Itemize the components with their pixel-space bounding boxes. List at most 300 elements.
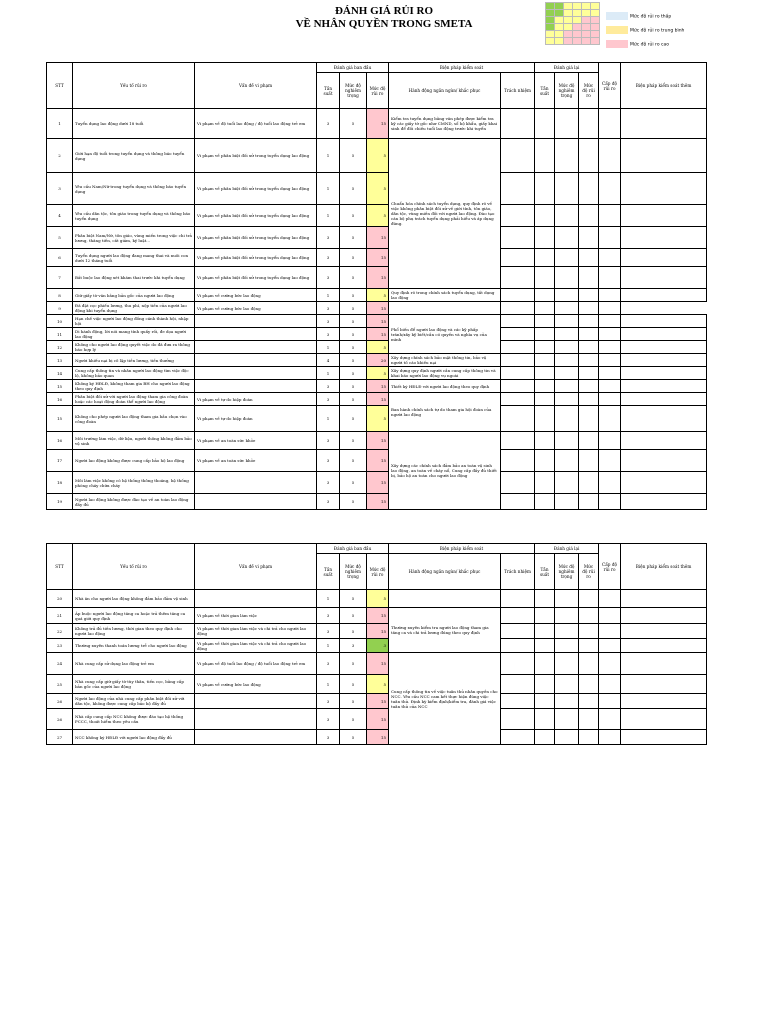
row-stt: 11: [47, 328, 73, 341]
row-violation: Vi phạm về phân biệt đối xử trong tuyển dụng lao động: [195, 173, 317, 205]
row-violation: [195, 730, 317, 745]
table-row: [47, 249, 707, 267]
row-risk-level-after: [579, 139, 599, 173]
row-risk-level-after: [579, 289, 599, 302]
row-risk-level-after: [579, 341, 599, 354]
row-violation: Vi phạm về độ tuổi lao động / độ tuổi lao động trẻ em: [195, 109, 317, 139]
row-responsibility: [501, 205, 535, 227]
header-extra-controls: Biện pháp kiểm soát thêm: [621, 63, 707, 109]
row-risk-level-2: [599, 289, 621, 302]
row-risk-level-2: [599, 432, 621, 450]
row-severity: 5: [340, 367, 367, 380]
row-risk-level-2: [599, 109, 621, 139]
row-extra-controls: [621, 590, 707, 608]
row-responsibility: [501, 227, 535, 249]
row-frequency-2: [535, 173, 555, 205]
row-frequency: 1: [317, 406, 340, 432]
table-row: [47, 315, 707, 328]
row-stt: 26: [47, 694, 73, 709]
row-severity: 5: [340, 472, 367, 494]
row-stt: 19: [47, 494, 73, 510]
row-frequency-2: [535, 590, 555, 608]
row-stt: 22: [47, 624, 73, 639]
row-frequency-2: [535, 675, 555, 694]
row-risk-level-after: [579, 315, 599, 328]
row-frequency-2: [535, 205, 555, 227]
row-risk-level: 5: [367, 289, 389, 302]
legend-low: Mức độ rủi ro thấp: [606, 12, 671, 20]
header-responsibility: Trách nhiệm: [501, 73, 535, 109]
row-risk-level-after: [579, 432, 599, 450]
row-stt: 13: [47, 354, 73, 367]
row-risk-factor: Bắt buộc lao động xét khám thai trước khi tuyển dụng: [73, 267, 195, 289]
row-severity: 5: [340, 109, 367, 139]
row-frequency: 3: [317, 109, 340, 139]
row-extra-controls: [621, 227, 707, 249]
row-frequency-2: [535, 289, 555, 302]
row-severity: 5: [340, 227, 367, 249]
header-frequency: Tần suất: [317, 73, 340, 109]
row-risk-factor: Giới hạn độ tuổi trong tuyển dụng và thông báo tuyển dụng: [73, 139, 195, 173]
row-severity: 5: [340, 432, 367, 450]
row-risk-factor: Tuyển dụng người lao động đang mang thai và nuôi con dưới 12 tháng tuổi: [73, 249, 195, 267]
row-frequency: 3: [317, 393, 340, 406]
row-violation: Vi phạm về tự do hiệp đoàn: [195, 393, 317, 406]
row-risk-level-after: [579, 653, 599, 675]
row-severity: 5: [340, 289, 367, 302]
row-stt: 10: [47, 315, 73, 328]
row-risk-level-2: [599, 249, 621, 267]
row-risk-level-2: [599, 173, 621, 205]
row-severity-2: [555, 624, 579, 639]
row-extra-controls: [621, 367, 707, 380]
row-severity: 5: [340, 139, 367, 173]
row-frequency: 3: [317, 653, 340, 675]
row-risk-factor: Giữ giấy tờ văn bằng bản gốc của người lao động: [73, 289, 195, 302]
row-risk-level-after: [579, 406, 599, 432]
legend-high: Mức độ rủi ro cao: [606, 40, 669, 48]
row-severity: 5: [340, 173, 367, 205]
row-severity: 5: [340, 354, 367, 367]
row-risk-level: 15: [367, 608, 389, 624]
row-frequency-2: [535, 432, 555, 450]
row-stt: 1: [47, 109, 73, 139]
row-extra-controls: [621, 109, 707, 139]
row-stt: 2: [47, 139, 73, 173]
row-violation: Vi phạm về thời gian làm việc và chi trả cho người lao động: [195, 639, 317, 653]
row-risk-factor: Yêu cầu dân tộc, tôn giáo trong tuyển dụng và thông báo tuyển dụng: [73, 205, 195, 227]
row-responsibility: [501, 367, 535, 380]
row-frequency-2: [535, 315, 555, 328]
row-frequency: 1: [317, 639, 340, 653]
row-risk-level: 15: [367, 315, 389, 328]
row-risk-level: 5: [367, 205, 389, 227]
row-violation: Vi phạm về phân biệt đối xử trong tuyển dụng lao động: [195, 205, 317, 227]
row-risk-factor: Nhà cung cấp giữ giấy tờ tùy thân, tiền cọc, bằng cấp bản gốc của người lao động: [73, 675, 195, 694]
row-frequency: 3: [317, 432, 340, 450]
row-extra-controls: [621, 205, 707, 227]
row-risk-level: 20: [367, 354, 389, 367]
table-row: [47, 341, 707, 354]
row-risk-factor: Di hành động, lời nói mang tính quấy rối, đe dọa người lao động: [73, 328, 195, 341]
row-stt: 27: [47, 730, 73, 745]
row-frequency: 1: [317, 205, 340, 227]
row-responsibility: [501, 267, 535, 289]
row-risk-level-after: [579, 205, 599, 227]
row-risk-level-2: [599, 267, 621, 289]
row-responsibility: [501, 675, 535, 694]
row-extra-controls: [621, 472, 707, 494]
row-risk-level: 15: [367, 472, 389, 494]
row-severity-2: [555, 367, 579, 380]
row-frequency: 3: [317, 624, 340, 639]
row-risk-factor: Phân biệt Nam/Nữ, tôn giáo, vùng miền trong việc chi trả lương, thăng tiến, cắt giảm, kỷ luật...: [73, 227, 195, 249]
row-risk-level: 5: [367, 590, 389, 608]
action-cell: Thường xuyên kiểm tra người lao động tham gia tăng ca và chi trả lương đúng theo quy định: [389, 608, 501, 653]
row-severity-2: [555, 380, 579, 393]
row-responsibility: [389, 302, 501, 315]
risk-matrix: [545, 2, 600, 45]
row-extra-controls: [621, 341, 707, 354]
row-extra-controls: [621, 249, 707, 267]
row-risk-level-2: [599, 450, 621, 472]
row-risk-level: 5: [367, 367, 389, 380]
row-stt: 4: [47, 205, 73, 227]
row-risk-factor: Không cho phép người lao động tham gia bầu chọn vào công đoàn: [73, 406, 195, 432]
row-risk-level-2: [599, 205, 621, 227]
row-frequency-2: [535, 341, 555, 354]
row-responsibility: [501, 341, 535, 354]
table-row: [47, 639, 707, 653]
table-row: [47, 328, 707, 341]
row-severity: 5: [340, 494, 367, 510]
row-risk-factor: Tuyển dụng lao động dưới 18 tuổi: [73, 109, 195, 139]
header-violation: Vấn đề vi phạm: [195, 63, 317, 109]
row-risk-factor: Môi làm việc không có hệ thống thông thoáng, hệ thống phòng cháy chữa cháy: [73, 472, 195, 494]
table-row: [47, 472, 707, 494]
row-severity-2: [555, 267, 579, 289]
table-row: [47, 432, 707, 450]
header-initial-evaluation: Đánh giá ban đầu: [317, 544, 389, 554]
action-cell: Ban hành chính sách tự do tham gia hội đoàn của người lao động: [389, 393, 501, 432]
row-severity-2: [555, 289, 579, 302]
header-frequency-2: Tần suất: [535, 73, 555, 109]
row-severity: 5: [340, 590, 367, 608]
action-cell: Phổ biến để người lao động và các kỹ phấp tránh/xây kỹ biết/cần có quyền và nghĩa vụ của mình: [389, 315, 501, 354]
row-severity: 5: [340, 709, 367, 730]
row-risk-factor: NCC không ký HĐLĐ với người lao động đầy đủ: [73, 730, 195, 745]
row-risk-factor: Hạn chế việc người lao động đống cánh thành hội, nhập hội: [73, 315, 195, 328]
row-extra-controls: [621, 624, 707, 639]
row-frequency: 3: [317, 472, 340, 494]
table-row: [47, 354, 707, 367]
row-severity-2: [555, 393, 579, 406]
row-severity-2: [555, 709, 579, 730]
row-risk-level-after: [579, 227, 599, 249]
row-risk-factor: Cung cấp thông tin và nhân người lao động tìm việc độc lộ, không bảo quan: [73, 367, 195, 380]
header-responsibility: Trách nhiệm: [501, 554, 535, 590]
action-cell: Cung cấp thông tin về việc tuân thủ nhân quyền cho NCC. Yêu cầu NCC cam kết thực hiện đúng việc tuân thủ. Định kỳ kiểm định/kiểm tra, đánh giá việc tuân thủ của NCC: [389, 653, 501, 745]
row-risk-level: 5: [367, 341, 389, 354]
row-responsibility: [501, 639, 535, 653]
row-risk-level-2: [599, 494, 621, 510]
row-stt: 18: [47, 472, 73, 494]
row-violation: Vi phạm về cưỡng bức lao động: [195, 675, 317, 694]
row-risk-level-2: [599, 590, 621, 608]
row-frequency-2: [535, 267, 555, 289]
row-extra-controls: [621, 267, 707, 289]
row-frequency: 3: [317, 450, 340, 472]
row-severity-2: [555, 406, 579, 432]
row-frequency: 3: [317, 494, 340, 510]
row-risk-level: 15: [367, 694, 389, 709]
row-responsibility: [501, 354, 535, 367]
row-frequency-2: [535, 494, 555, 510]
row-extra-controls: [621, 653, 707, 675]
row-frequency-2: [535, 709, 555, 730]
row-risk-level-2: [621, 730, 707, 745]
header-risk-level-3: Mức độ rủi ro: [579, 73, 599, 109]
row-stt: 12: [47, 341, 73, 354]
row-violation: Vi phạm về cưỡng bức lao động: [195, 289, 317, 302]
row-severity: 5: [340, 406, 367, 432]
row-severity-2: [555, 675, 579, 694]
row-responsibility: [501, 393, 535, 406]
row-frequency-2: [535, 354, 555, 367]
row-risk-level-after: [579, 109, 599, 139]
table-row: [47, 590, 707, 608]
table-row: [47, 109, 707, 139]
row-responsibility: [501, 608, 535, 624]
row-violation: [195, 694, 317, 709]
row-responsibility: [501, 139, 535, 173]
table-row: [47, 730, 707, 745]
row-responsibility: [501, 653, 535, 675]
row-frequency-2: [535, 328, 555, 341]
action-cell: Xây dựng quy định người cần cung cấp thông tin và khai báo người lao động vụ ngoài: [389, 367, 501, 380]
row-risk-factor: Người lao động không được cung cấp bảo hộ lao động: [73, 450, 195, 472]
row-risk-factor: Môi trường làm việc, dữ liệu, người thông không đảm bảo vệ sinh: [73, 432, 195, 450]
row-stt: 7: [47, 267, 73, 289]
row-severity-2: [555, 608, 579, 624]
row-risk-level-2: [599, 328, 621, 341]
risk-table-1: [46, 62, 707, 510]
row-extra-controls: [621, 608, 707, 624]
row-violation: [195, 328, 317, 341]
row-severity-2: [555, 205, 579, 227]
row-risk-level-after: [579, 393, 599, 406]
row-severity: 5: [340, 730, 367, 745]
table-row: [47, 608, 707, 624]
table-row: [47, 653, 707, 675]
row-risk-level-after: [579, 450, 599, 472]
row-severity: 5: [340, 328, 367, 341]
table-row: [47, 205, 707, 227]
row-frequency-2: [535, 653, 555, 675]
row-risk-level-2: [599, 624, 621, 639]
row-risk-level: 5: [367, 675, 389, 694]
table-row: [47, 406, 707, 432]
header-violation: Vấn đề vi phạm: [195, 544, 317, 590]
row-stt: 5: [47, 227, 73, 249]
row-frequency-2: [535, 380, 555, 393]
table-row: [47, 173, 707, 205]
row-extra-controls: [621, 393, 707, 406]
row-frequency-2: [555, 730, 579, 745]
row-violation: Vi phạm về thời gian làm việc và chi trả cho người lao động: [195, 624, 317, 639]
row-risk-level: 3: [367, 639, 389, 653]
header-stt: STT: [47, 544, 73, 590]
row-risk-level-after: [579, 173, 599, 205]
row-responsibility: [501, 450, 535, 472]
row-risk-level-2: [599, 341, 621, 354]
row-frequency: 3: [317, 608, 340, 624]
row-risk-level: 15: [367, 249, 389, 267]
row-frequency-2: [535, 694, 555, 709]
row-severity: 5: [340, 694, 367, 709]
table-row: [47, 367, 707, 380]
row-severity: 5: [340, 653, 367, 675]
row-severity-2: [555, 354, 579, 367]
row-responsibility: [501, 380, 535, 393]
row-extra-controls: [621, 432, 707, 450]
row-severity: 5: [340, 341, 367, 354]
table-row: [47, 694, 707, 709]
header-frequency: Tần suất: [317, 554, 340, 590]
row-risk-level: 5: [367, 139, 389, 173]
row-risk-level: 15: [367, 109, 389, 139]
row-risk-factor: Phân biệt đối xử với người lao động tham gia công đoàn hoặc các hoạt động đoàn thể người lao động: [73, 393, 195, 406]
row-risk-level-2: [599, 380, 621, 393]
row-risk-factor: Không trả đủ tiền lương, thời gian theo quy định cho người lao động: [73, 624, 195, 639]
row-violation: Vi phạm về cưỡng bức lao động: [195, 302, 317, 315]
row-frequency: 1: [317, 139, 340, 173]
row-risk-factor: Yêu cầu Nam/Nữ trong tuyển dụng và thông báo tuyển dụng: [73, 173, 195, 205]
row-severity: 5: [340, 205, 367, 227]
row-severity-2: [555, 109, 579, 139]
row-frequency-2: [535, 227, 555, 249]
row-extra-controls: [621, 380, 707, 393]
action-cell: Quy định rõ trong chính sách tuyển dụng, tất dụng lao động: [389, 289, 501, 302]
row-severity: 5: [340, 608, 367, 624]
row-risk-level-2: [599, 694, 621, 709]
row-frequency: 3: [317, 302, 340, 315]
row-severity-2: [555, 653, 579, 675]
row-violation: Vi phạm về phân biệt đối xử trong tuyển dụng lao động: [195, 227, 317, 249]
action-cell: Chuẩn hóa chính sách tuyển dụng, quy định rõ về việc không phân biệt đối xử về giới tính, tôn giáo, dân tộc, vùng miền đối với người lao động. Đào tạo cán bộ phụ trách tuyển dụng phải hiểu và áp dụng đúng.: [389, 139, 501, 289]
header-risk-level-2: Cấp độ rủi ro: [599, 63, 621, 109]
row-risk-level-2: [599, 675, 621, 694]
row-violation: [195, 315, 317, 328]
header-initial-evaluation: Đánh giá ban đầu: [317, 63, 389, 73]
row-risk-level-after: [579, 249, 599, 267]
header-risk-level-3: Mức độ rủi ro: [579, 554, 599, 590]
row-risk-level-after: [579, 590, 599, 608]
row-severity-2: [555, 173, 579, 205]
row-risk-level-2: [599, 608, 621, 624]
row-responsibility: [501, 472, 535, 494]
legend-medium: Mức độ rủi ro trung bình: [606, 26, 684, 34]
table-row: [47, 289, 707, 302]
row-extra-controls: [621, 675, 707, 694]
row-risk-level: 15: [367, 227, 389, 249]
row-frequency: 3: [317, 227, 340, 249]
row-frequency: 3: [317, 267, 340, 289]
row-severity-2: [555, 450, 579, 472]
row-frequency-2: [535, 472, 555, 494]
action-cell: Xây dựng các chính sách đảm bảo an toàn vệ sinh lao động, an toàn về cháy nổ, Cung cấp đầy đủ thiết bị, bảo hộ an toàn cho người lao động: [389, 432, 501, 510]
row-violation: [195, 354, 317, 367]
table-row: [47, 450, 707, 472]
row-severity-2: [555, 432, 579, 450]
row-responsibility: [501, 173, 535, 205]
row-responsibility: [501, 406, 535, 432]
header-control-measures: Biện pháp kiểm soát: [389, 63, 535, 73]
row-severity-2: [555, 472, 579, 494]
row-risk-level-2: [599, 472, 621, 494]
page-subtitle: VỀ NHÂN QUYỀN TRONG SMETA: [295, 18, 473, 30]
row-violation: [195, 367, 317, 380]
row-severity: 5: [340, 393, 367, 406]
row-frequency: 3: [317, 249, 340, 267]
row-risk-factor: Người lao động của nhà cung cấp phân biệt đối xử với dân tộc, không được cung cấp bảo hộ đầy đủ: [73, 694, 195, 709]
header-action: Hành động ngăn ngừa/ khắc phục: [389, 73, 501, 109]
row-frequency-2: [535, 367, 555, 380]
row-risk-factor: Áp buộc người lao động tăng ca hoặc trả thêm tăng ca quá giới quy định: [73, 608, 195, 624]
action-cell: Thiết ký HĐLĐ với người lao động theo quy định: [389, 380, 501, 393]
row-severity-2: [555, 139, 579, 173]
row-risk-factor: Không cho người lao động quyết việc do đã đưa ra thông báo hợp lý: [73, 341, 195, 354]
row-risk-factor: Đã đặt cọc phiếu lương, thu phí, nộp tiền của người lao động khi tuyển dụng: [73, 302, 195, 315]
row-risk-level-2: [599, 406, 621, 432]
row-frequency-2: [501, 302, 535, 315]
row-responsibility: [535, 730, 555, 745]
row-frequency-2: [535, 109, 555, 139]
row-stt: 16: [47, 432, 73, 450]
row-responsibility: [501, 494, 535, 510]
row-violation: Vi phạm về an toàn sức khỏe: [195, 450, 317, 472]
row-extra-controls: [621, 315, 707, 328]
row-risk-level: 5: [367, 406, 389, 432]
header-risk-level: Mức độ rủi ro: [367, 554, 389, 590]
row-frequency: 3: [317, 328, 340, 341]
table-row: [47, 624, 707, 639]
row-frequency: 4: [317, 354, 340, 367]
table-row: [47, 380, 707, 393]
row-extra-controls: [621, 694, 707, 709]
header-re-evaluation: Đánh giá lại: [535, 544, 599, 554]
row-risk-level: 15: [367, 450, 389, 472]
row-severity-2: [535, 302, 555, 315]
table-row: [47, 139, 707, 173]
row-stt: 24: [47, 653, 73, 675]
row-severity: 5: [340, 267, 367, 289]
row-extra-controls: [621, 494, 707, 510]
row-violation: Vi phạm về thời gian làm việc: [195, 608, 317, 624]
row-severity-2: [555, 227, 579, 249]
row-frequency: 1: [317, 289, 340, 302]
row-risk-level: 15: [367, 653, 389, 675]
row-violation: Vi phạm về phân biệt đối xử trong tuyển dụng lao động: [195, 139, 317, 173]
row-violation: [195, 590, 317, 608]
row-severity-2: [555, 315, 579, 328]
row-frequency: 3: [317, 315, 340, 328]
row-risk-level-after: [579, 675, 599, 694]
table-row: [47, 675, 707, 694]
action-cell: Xây dựng chính sách bảo mật thông tin, bảo vệ người tố cáo khiếu nại: [389, 354, 501, 367]
row-risk-level-after: [579, 624, 599, 639]
row-violation: Vi phạm về phân biệt đối xử trong tuyển dụng lao động: [195, 249, 317, 267]
